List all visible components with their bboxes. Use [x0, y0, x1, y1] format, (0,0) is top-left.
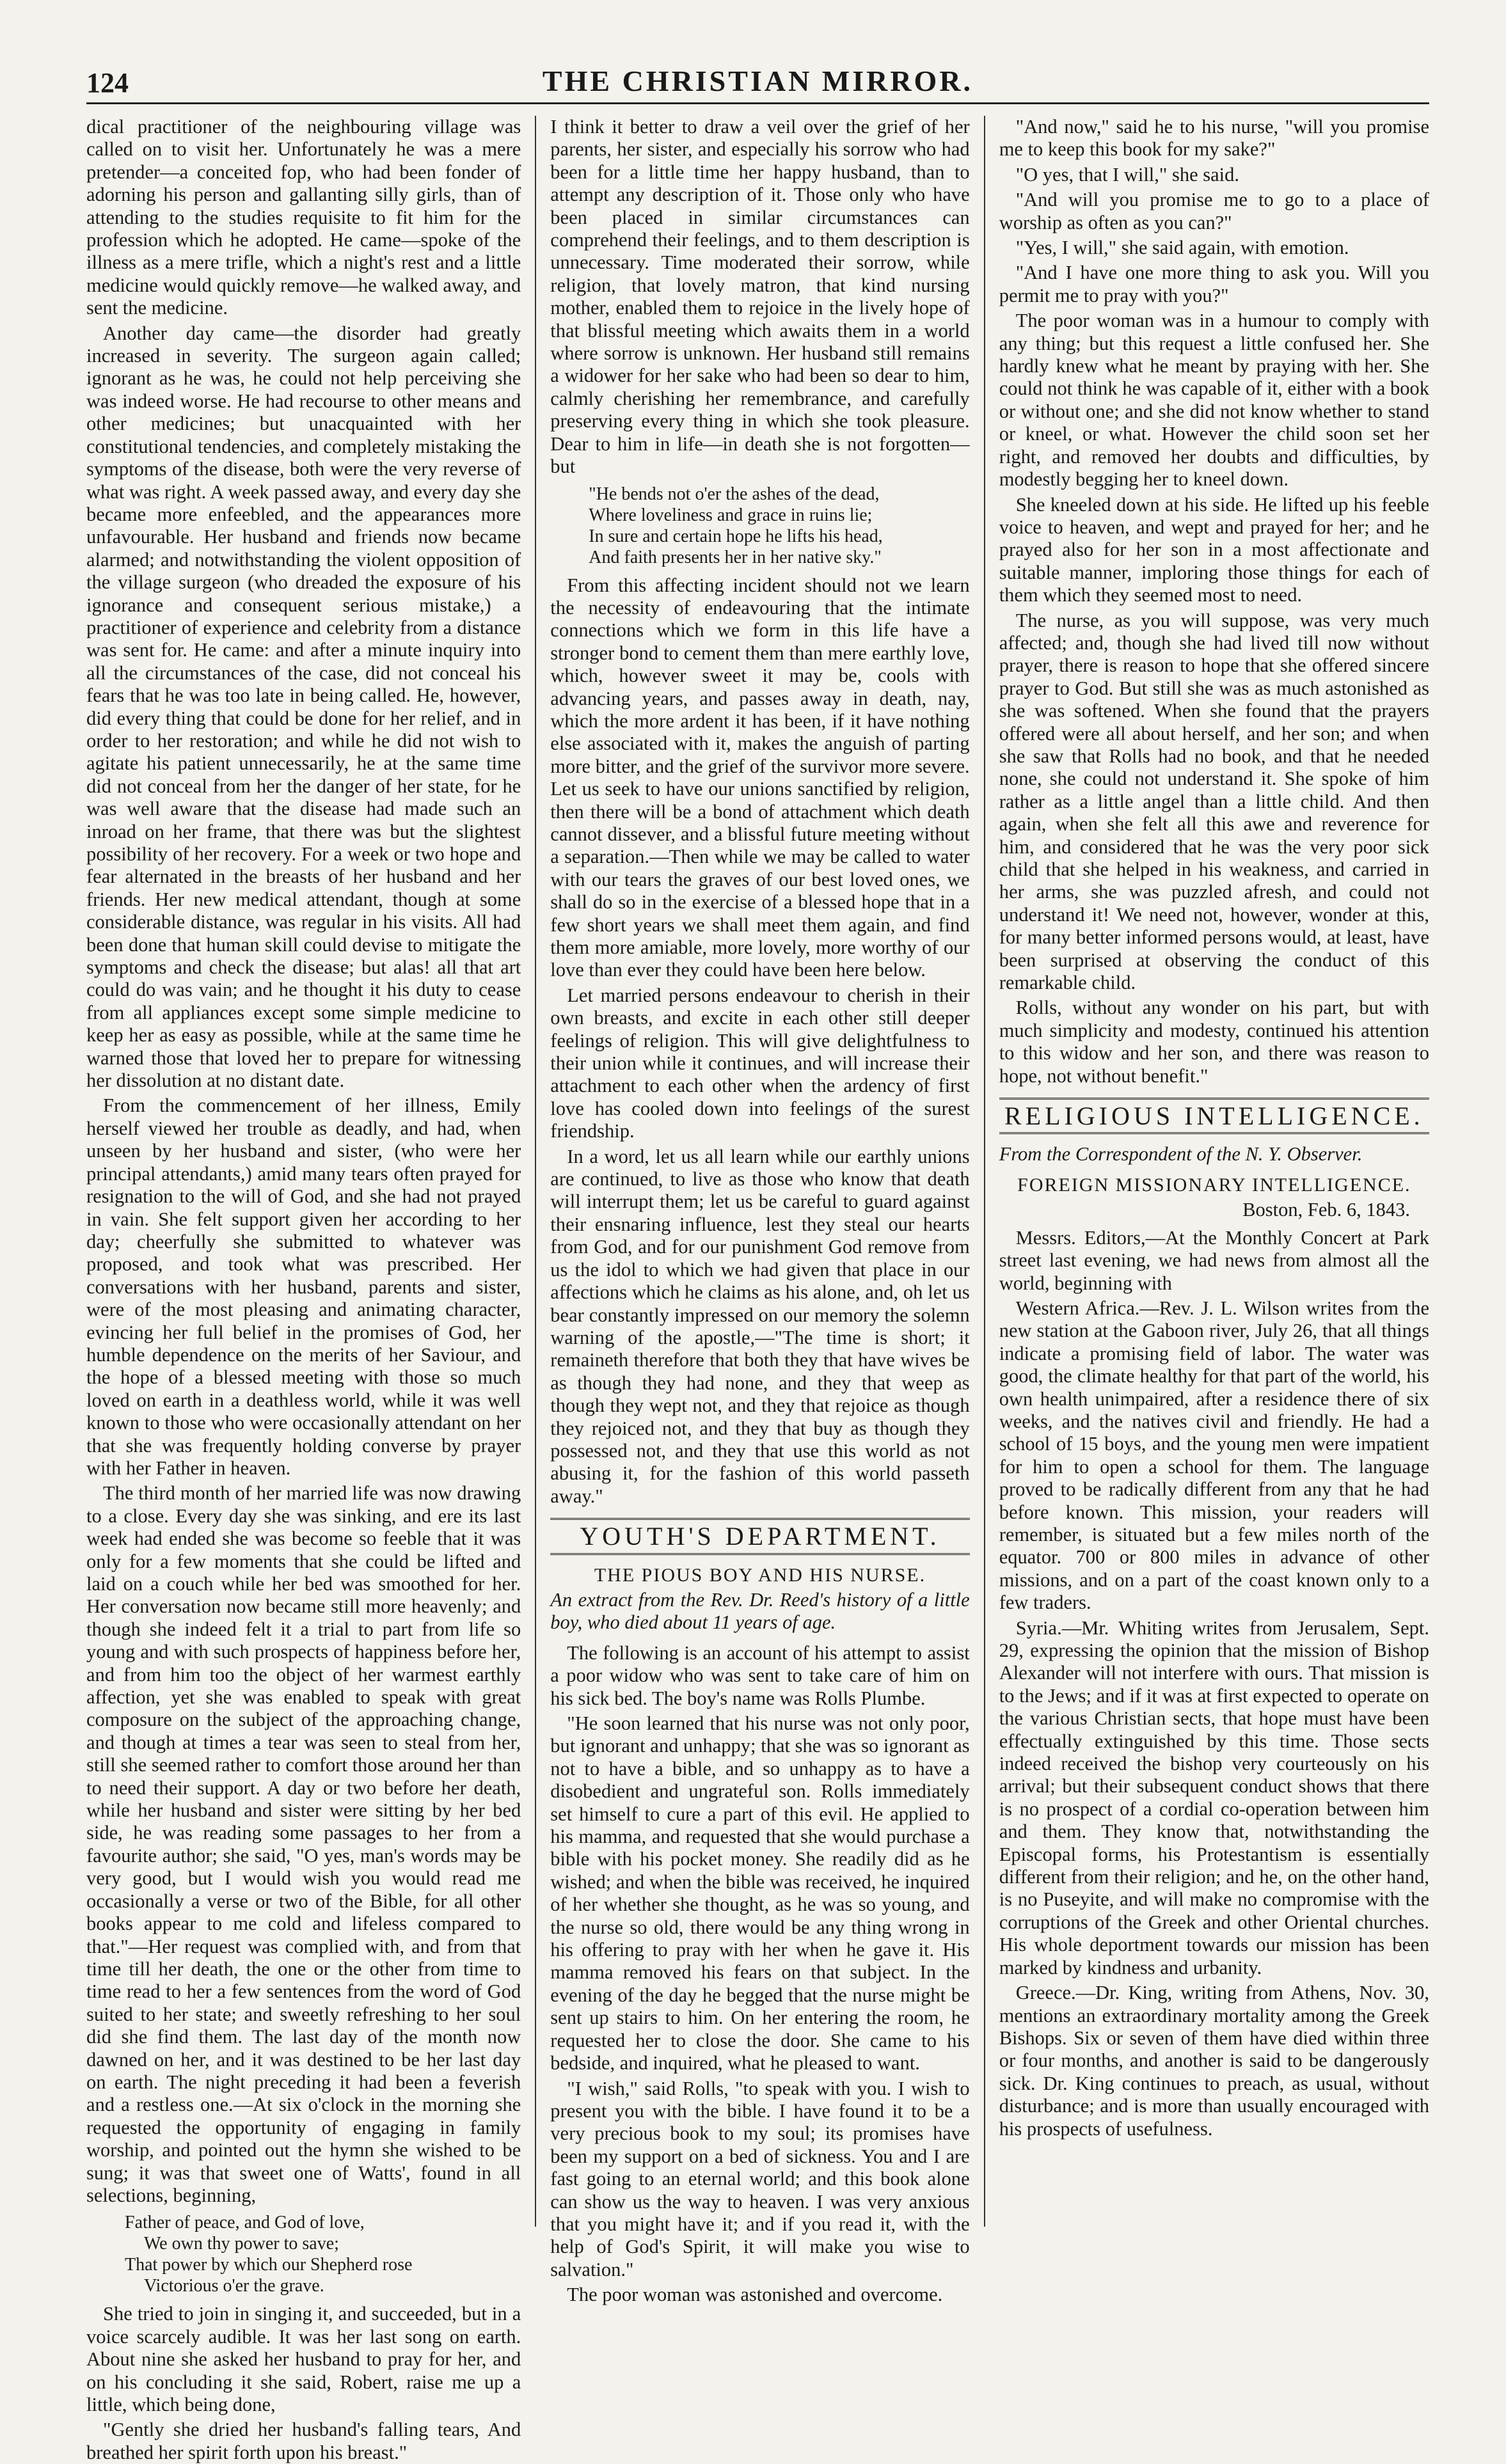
paragraph: She tried to join in singing it, and succeeded, but in a voice scarcely audible. It was her last song on earth. About nine she asked her husband to pray for her, and on his concluding it she said, Robert, raise me up a little, which being done,: [86, 2303, 521, 2415]
section-heading-youths-department: YOUTH'S DEPARTMENT.: [550, 1518, 969, 1554]
poem-line: Father of peace, and God of love,: [125, 2213, 365, 2233]
poem-line: Victorious o'er the grave.: [144, 2276, 324, 2296]
paragraph: The poor woman was astonished and overcome.: [567, 2284, 943, 2306]
paragraph: Greece.—Dr. King, writing from Athens, Nov. 30, mentions an extraordinary mortality among the Greek Bishops. Six or seven of them have died within three or four months, and another is said to be dangerously sick. Dr. King continues to preach, as usual, without disturbance; and is more than usually encouraged with his prospects of usefulness.: [999, 1982, 1429, 2140]
paragraph: "And will you promise me to go to a place of worship as often as you can?": [999, 189, 1429, 233]
article-subtitle: An extract from the Rev. Dr. Reed's history of a little boy, who died about 11 years of age.: [550, 1588, 970, 1634]
paragraph: "Yes, I will," she said again, with emotion.: [1015, 237, 1349, 259]
poem-line: In sure and certain hope he lifts his head,: [589, 526, 883, 546]
paragraph: She kneeled down at his side. He lifted up his feeble voice to heaven, and wept and prayed for her; and he prayed also for her son in a most affectionate and suitable manner, imploring those things for each of them which they seemed most to need.: [999, 493, 1429, 606]
paragraph: "Gently she dried her husband's falling tears, And breathed her spirit forth upon his breast.": [86, 2419, 521, 2463]
hymn-verse: [125, 2212, 521, 2296]
poem-line: And faith presents her in her native sky.": [589, 547, 882, 567]
poem-verse: [589, 484, 969, 568]
paragraph: Western Africa.—Rev. J. L. Wilson writes from the new station at the Gaboon river, July 26, that all things indicate a promising field of labor. The water was good, the climate healthy for that part of the world, his own health unimpaired, after a residence there of six weeks, and the natives civil and friendly. He had a school of 15 boys, and the young men were impatient for him to open a school for them. The language proved to be radically different from any that he had before known. This mission, your readers will remember, is situated but a few miles north of the equator. 700 or 800 miles in advance of other missions, and on a part of the coast known only to a few traders.: [999, 1297, 1429, 1614]
paragraph: From this affecting incident should not we learn the necessity of endeavouring that the intimate connections which we form in this life have a stronger bond to cement them than mere earthly love, which, however sweet it may be, cools with advancing years, and passes away in death, nay, which the more ardent it has been, if it have nothing else associated with it, makes the anguish of parting more bitter, and the grief of the survivor more severe. Let us seek to have our unions sanctified by religion, then there will be a bond of attachment which death cannot dissever, and a blissful future meeting without a separation.—Then while we may be called to water with our tears the graves of our best loved ones, we shall do so in the exercise of a blessed hope that in a few short years we shall meet them again, and find them more amiable, more lovely, more worthy of our love than ever they could have been here below.: [550, 574, 970, 981]
paragraph: I think it better to draw a veil over the grief of her parents, her sister, and especially his sorrow who had been for a little time her happy husband, than to attempt any description of it. Those only who have been placed in similar circumstances can comprehend their feelings, and to them description is unnecessary. Time moderated their sorrow, while religion, that lovely matron, that kind nursing mother, enabled them to rejoice in the lively hope of that blissful meeting which awaits them in a world where sorrow is unknown. Her husband still remains a widower for her sake who had been so dear to him, calmly cherishing her remembrance, and carefully preserving every thing in which she took pleasure. Dear to him in life—in death she is not forgotten—but: [550, 116, 970, 478]
paragraph: Let married persons endeavour to cherish in their own breasts, and excite in each other still deeper feelings of religion. This will give delightfulness to their union while it continues, and will increase their attachment to each other when the ardency of first love has cooled down into feelings of the surest friendship.: [550, 984, 970, 1142]
paragraph: The poor woman was in a humour to comply with any thing; but this request a little confused her. She hardly knew what he meant by praying with her. She could not think he was capable of it, either with a book or without one; and she did not know whether to stand or kneel, or what. However the child soon set her right, and removed her doubts and difficulties, by modestly begging her to kneel down.: [999, 310, 1429, 491]
paragraph: "He soon learned that his nurse was not only poor, but ignorant and unhappy; that she was so ignorant as not to have a bible, and so unhappy as to have a disobedient and ungrateful son. Rolls immediately set himself to cure a part of this evil. He applied to his mamma, and requested that she would purchase a bible with his pocket money. She readily did as he wished; and when the bible was received, he inquired of her whether she thought, as he was so young, and the nurse so old, there would be any thing wrong in his offering to pray with her when he gave it. His mamma removed his fears on that subject. In the evening of the day he begged that the nurse might be sent up stairs to him. On her entering the room, he requested her to close the door. She came to his bedside, and inquired, what he pleased to want.: [550, 1712, 970, 2074]
paragraph: The following is an account of his attempt to assist a poor widow who was sent to take care of him on his sick bed. The boy's name was Rolls Plumbe.: [550, 1641, 970, 1709]
paragraph: dical practitioner of the neighbouring village was called on to visit her. Unfortunately he was a mere pretender—a conceited fop, who had been fonder of adorning his person and gallanting silly girls, than of attending to the studies requisite to fit him for the profession which he adopted. He came—spoke of the illness as a mere trifle, which a night's rest and a little medicine would quickly remove—he walked away, and sent the medicine.: [86, 116, 521, 319]
paragraph: The third month of her married life was now drawing to a close. Every day she was sinking, and ere its last week had ended she was become so feeble that it was only for a few moments that she could be lifted and laid on a couch while her bed was smoothed for her. Her conversation now became still more heavenly; and though she indeed felt it a trial to part from life so young and with such prospects of happiness before her, and from him too the object of her warmest earthly affection, yet she was enabled to speak with great composure on the subject of the approaching change, and though at times a tear was seen to steal from her, still she seemed rather to comfort those around her than to need their support. A day or two before her death, while her husband and sister were sitting by her bed side, he was reading some passages to her from a favourite author; she said, "O yes, man's words may be very good, but I would wish you would read me occasionally a verse or two of the Bible, for all other books appear to me cold and lifeless compared to that."—Her request was complied with, and from that time till her death, the one or the other from time to time read to her a few sentences from the word of God suited to her state; and sweetly refreshing to her soul did she find them. The last day of the month now dawned on her, and it was destined to be her last day on earth. The night preceding it had been a feverish and a restless one.—At six o'clock in the morning she requested the opportunity of engaging in family worship, and pointed out the hymn she wished to be sung; it was that sweet one of Watts', found in all selections, beginning,: [86, 1482, 521, 2206]
paragraph: In a word, let us all learn while our earthly unions are continued, to live as those who know that death will interrupt them; let us be careful to guard against their ensnaring influence, lest they steal our hearts from God, and for our punishment God remove from us the idol to which we had given that place in our affections which he claims as his alone, and, oh let us bear constantly impressed on our memory the solemn warning of the apostle,—"The time is short; it remaineth therefore that both they that have wives be as though they had none, and they that weep as though they wept not, and they that rejoice as though they rejoiced not, and they that buy as though they possessed not, and they that use this world as not abusing it, for the fashion of this world passeth away.": [550, 1145, 970, 1507]
dateline: Boston, Feb. 6, 1843.: [1242, 1199, 1410, 1221]
column-1: [86, 116, 535, 2463]
paragraph: Rolls, without any wonder on his part, but with much simplicity and modesty, continued his attention to this widow and her son, and there was reason to hope, not without benefit.": [999, 997, 1429, 1087]
paragraph: Another day came—the disorder had greatly increased in severity. The surgeon again called; ignorant as he was, he could not help perceiving she was indeed worse. He had recourse to other means and other medicines; but unacquainted with her constitutional tendencies, and completely mistaking the symptoms of the disease, both were the very reverse of what was right. A week passed away, and every day she became more enfeebled, and the appearances more unfavourable. Her husband and friends now became alarmed; and notwithstanding the violent opposition of the village surgeon (who dreaded the exposure of his ignorance and consequent serious mistake,) a practitioner of experience and celebrity from a distance was sent for. He came: and after a minute inquiry into all the circumstances of the case, did not conceal his fears that he was too late in being called. He, however, did every thing that could be done for her relief, and in order to her restoration; and while he did not wish to agitate his patient unnecessarily, he at the same time did not conceal from her the danger of her state, for he was well aware that the disease had made such an inroad on her frame, that there was but the slightest possibility of her recovery. For a week or two hope and fear alternated in the breasts of her husband and her friends. Her new medical attendant, though at some considerable distance, was regular in his visits. All had been done that human skill could devise to mitigate the symptoms and check the disease; but alas! all that art could do was vain; and he thought it his duty to cease from all appliances except some simple medicine to keep her as easy as possible, while at the same time he warned those that loved her to prepare for witnessing her dissolution at no distant date.: [86, 322, 521, 1092]
column-2: [535, 116, 983, 2306]
page-number: 124: [86, 67, 129, 99]
columns: [86, 116, 1429, 2463]
journal-title: THE CHRISTIAN MIRROR.: [542, 65, 974, 97]
paragraph: "And now," said he to his nurse, "will you promise me to keep this book for my sake?": [999, 116, 1429, 161]
paragraph: "I wish," said Rolls, "to speak with you. I wish to present you with the bible. I have found it to be a very precious book to my soul; its promises have been my support on a bed of sickness. You and I are fast going to an eternal world; and this book alone can show us the way to heaven. I was very anxious that you might have it; and if you read it, with the help of God's Spirit, it will make you wise to salvation.": [550, 2077, 970, 2280]
article-title: THE PIOUS BOY AND HIS NURSE.: [594, 1564, 926, 1586]
paragraph: From the commencement of her illness, Emily herself viewed her trouble as deadly, and had, when unseen by her husband and sister, (who were her principal attendants,) amid many tears often prayed for resignation to the will of God, and she had not prayed in vain. She felt support given her according to her day; cheerfully she submitted to whatever was proposed, and took what was prescribed. Her conversations with her husband, parents and sister, were of the most pleasing and animating character, evincing her full belief in the promises of God, her humble dependence on the merits of her Saviour, and the hope of a blessed meeting with those so much loved on earth in a deathless world, while it was well known to those who were occasionally attendant on her that she was frequently holding converse by prayer with her Father in heaven.: [86, 1094, 521, 1479]
poem-line: That power by which our Shepherd rose: [125, 2255, 413, 2275]
paragraph: Syria.—Mr. Whiting writes from Jerusalem, Sept. 29, expressing the opinion that the mission of Bishop Alexander will not interfere with ours. That mission is to the Jews; and if it was at first expected to operate on the various Christian sects, that hope must have been effectually extinguished by this time. Those sects indeed received the bishop very courteously on his arrival; but their subsequent conduct shows that there is no prospect of a cordial co-operation between him and them. They know that, notwithstanding the Episcopal forms, his Protestantism is essentially different from their religion; and he, on the other hand, is no Puseyite, and will make no compromise with the corruptions of the Greek and other Oriental churches. His whole deportment towards our mission has been marked by kindness and urbanity.: [999, 1616, 1429, 1978]
paragraph: The nurse, as you will suppose, was very much affected; and, though she had lived till now without prayer, there is reason to hope that she offered sincere prayer to God. But still she was as much astonished as she was softened. When she found that the prayers offered were all about herself, and her son; and when she saw that Rolls had no book, and that he needed none, she could not understand it. She spoke of him rather as a little angel than a little child. And then again, when she felt all this awe and reverence for him, and considered that he was the very poor sick child that she helped in his weakness, and carried in her arms, she was puzzled afresh, and could not understand it! We need not, however, wonder at this, for many better informed persons would, at least, have been surprised at observing the conduct of this remarkable child.: [999, 609, 1429, 994]
page-header: [86, 58, 1429, 104]
subsection-title: FOREIGN MISSIONARY INTELLIGENCE.: [1017, 1174, 1411, 1196]
paragraph: "And I have one more thing to ask you. Will you permit me to pray with you?": [999, 262, 1429, 306]
section-heading-religious-intelligence: RELIGIOUS INTELLIGENCE.: [999, 1098, 1429, 1134]
paragraph: "O yes, that I will," she said.: [1015, 163, 1240, 186]
paragraph: Messrs. Editors,—At the Monthly Concert at Park street last evening, we had news from almost all the world, beginning with: [999, 1226, 1429, 1294]
poem-line: We own thy power to save;: [144, 2234, 339, 2254]
poem-line: Where loveliness and grace in ruins lie;: [589, 505, 873, 525]
poem-line: "He bends not o'er the ashes of the dead,: [589, 484, 880, 504]
source-line: From the Correspondent of the N. Y. Observer.: [999, 1143, 1363, 1165]
column-3: [984, 116, 1429, 2227]
